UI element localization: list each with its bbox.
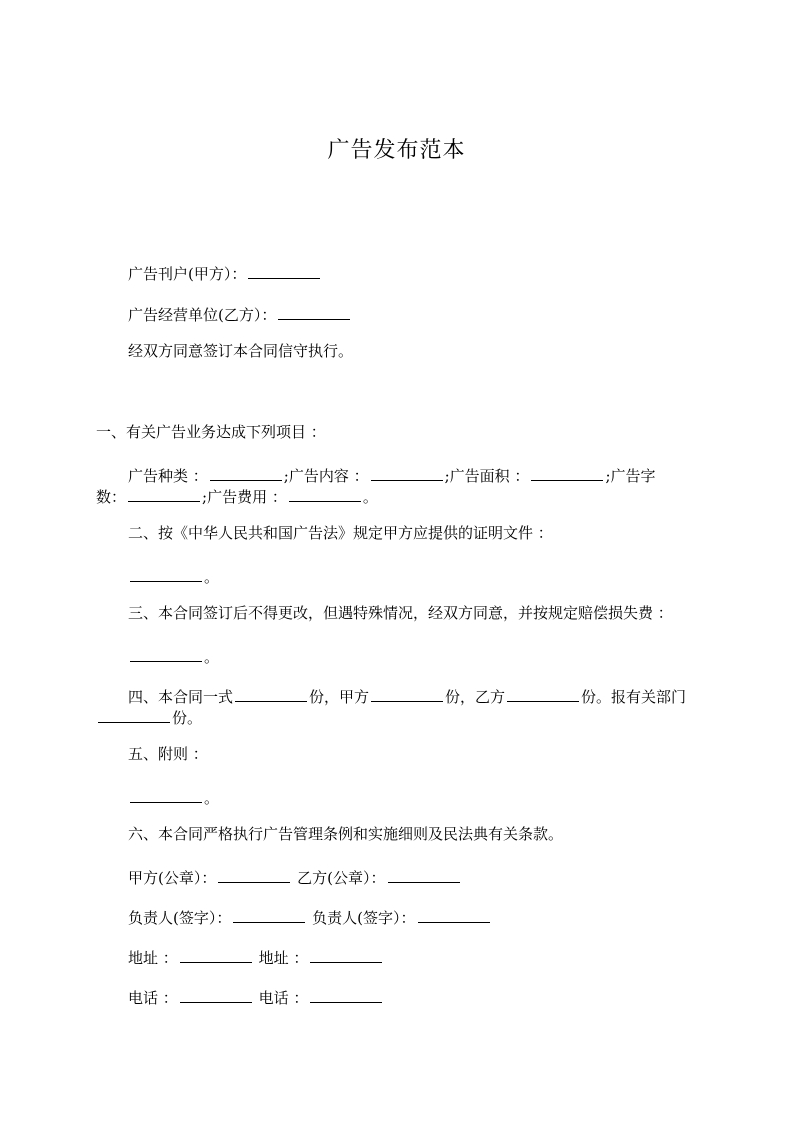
section-1-items-line-2 (96, 486, 378, 505)
party-b-address-label: 地址 ： (258, 949, 309, 967)
party-a-responsible-blank[interactable] (233, 907, 305, 923)
party-b-blank[interactable] (278, 304, 350, 320)
ad-area-blank[interactable] (531, 465, 603, 481)
ad-content-label: ;广告内容 ： (283, 467, 369, 485)
copies-party-a-label: 份，甲方 (309, 688, 370, 706)
copies-party-a-blank[interactable] (371, 686, 443, 702)
ad-kind-blank[interactable] (210, 465, 282, 481)
ad-area-label: ;广告面积 ： (444, 467, 530, 485)
party-a-address-blank[interactable] (180, 947, 252, 963)
copies-total-blank[interactable] (235, 686, 307, 702)
section-5-blank[interactable] (130, 787, 202, 803)
section-1-items-line-1 (128, 465, 656, 484)
ad-chars-blank[interactable] (128, 486, 200, 502)
party-a-address-label: 地址 ： (128, 949, 178, 967)
section-2-answer (128, 566, 219, 585)
copies-end: 份。 (172, 709, 203, 727)
ad-fee-label: ;广告费用 ： (202, 488, 287, 506)
section-1-heading: 一、有关广告业务达成下列项目 ： (96, 423, 326, 441)
ad-chars-label-end: 数： (96, 488, 127, 506)
seal-line (128, 867, 462, 886)
party-b-responsible-blank[interactable] (418, 907, 490, 923)
ad-content-blank[interactable] (371, 465, 443, 481)
phone-line (128, 987, 384, 1006)
party-b-phone-label: 电话 ： (258, 989, 309, 1007)
signature-line (128, 907, 492, 926)
party-a-label: 广告刊户(甲方）： (128, 265, 247, 283)
ad-kind-label: 广告种类 ： (128, 467, 208, 485)
period: 。 (362, 488, 378, 506)
section-4-line-1 (128, 686, 686, 705)
section-3-answer (128, 646, 219, 665)
party-b-line (128, 304, 352, 323)
copies-department-label: 份。报有关部门 (581, 688, 687, 706)
ad-chars-label-start: ;广告字 (605, 467, 656, 485)
copies-party-b-label: 份，乙方 (445, 688, 506, 706)
party-b-responsible-label: 负责人(签字）： (312, 909, 416, 927)
copies-label: 四、本合同一式 (128, 688, 234, 706)
copies-department-blank[interactable] (98, 707, 170, 723)
section-6: 六、本合同严格执行广告管理条例和实施细则及民法典有关条款。 (128, 825, 564, 843)
party-b-seal-blank[interactable] (388, 867, 460, 883)
period: 。 (204, 648, 220, 666)
section-3-blank[interactable] (130, 646, 202, 662)
party-a-seal-label: 甲方(公章）： (128, 869, 217, 887)
period: 。 (204, 789, 220, 807)
section-2-blank[interactable] (130, 566, 202, 582)
party-a-phone-blank[interactable] (180, 987, 252, 1003)
period: 。 (204, 568, 220, 586)
agreement-text: 经双方同意签订本合同信守执行。 (128, 342, 354, 360)
page-title: 广告发布范本 (327, 138, 466, 163)
section-4-line-2 (96, 707, 202, 726)
section-2: 二、按《中华人民共和国广告法》规定甲方应提供的证明文件 ： (128, 524, 553, 542)
party-a-responsible-label: 负责人(签字）： (128, 909, 232, 927)
section-5-answer (128, 787, 219, 806)
party-b-label: 广告经营单位(乙方）： (128, 306, 277, 324)
ad-fee-blank[interactable] (289, 486, 361, 502)
address-line (128, 947, 384, 966)
section-3: 三、本合同签订后不得更改，但遇特殊情况，经双方同意，并按规定赔偿损失费 ： (128, 604, 673, 622)
party-b-phone-blank[interactable] (310, 987, 382, 1003)
party-a-phone-label: 电话 ： (128, 989, 178, 1007)
party-a-seal-blank[interactable] (218, 867, 290, 883)
party-b-seal-label: 乙方(公章）： (297, 869, 386, 887)
copies-party-b-blank[interactable] (507, 686, 579, 702)
party-a-line (128, 263, 322, 282)
party-a-blank[interactable] (248, 263, 320, 279)
section-5: 五、附则 ： (128, 745, 208, 763)
party-b-address-blank[interactable] (310, 947, 382, 963)
